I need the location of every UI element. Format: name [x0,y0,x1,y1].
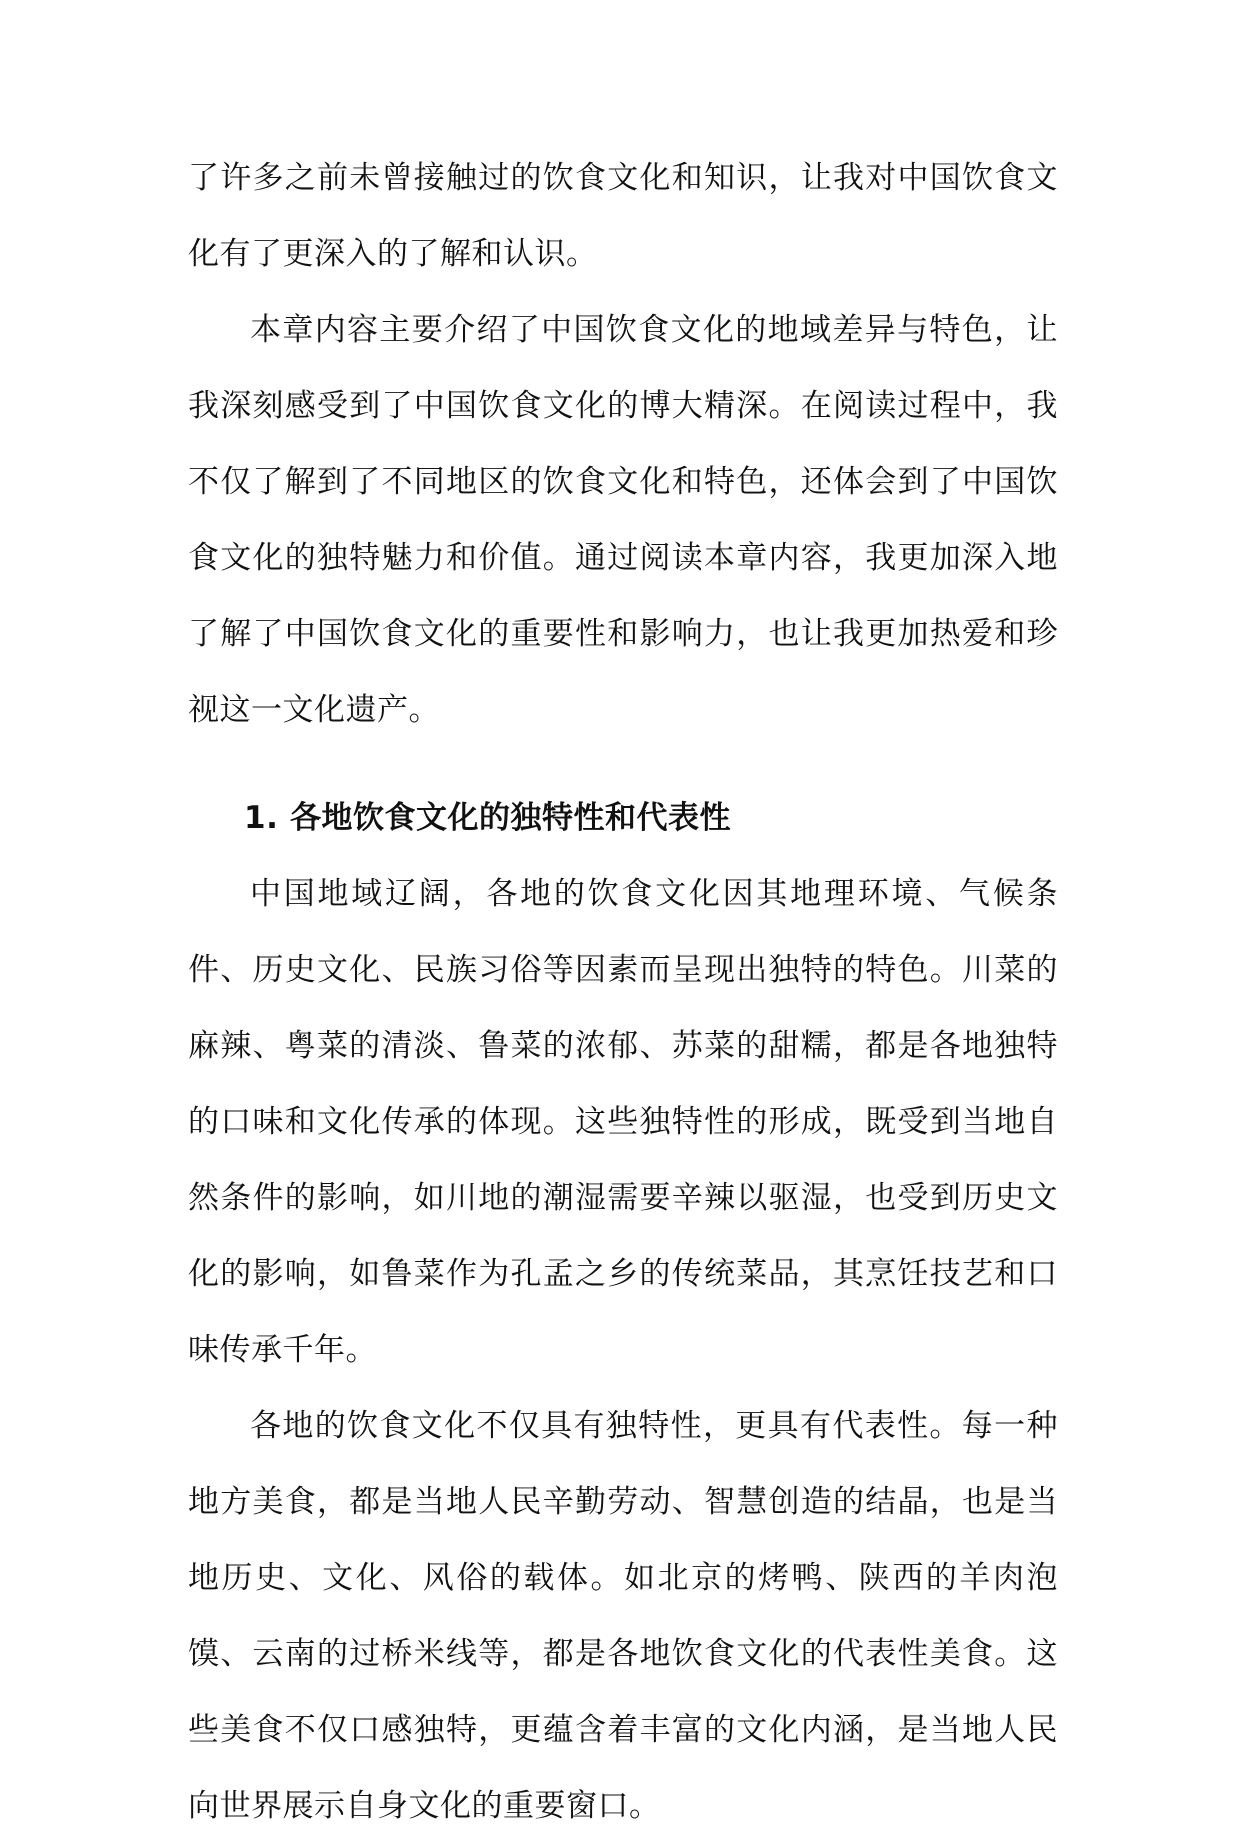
document-body [188,140,1058,1844]
paragraph-continuation: 了许多之前未曾接触过的饮食文化和知识，让我对中国饮食文化有了更深入的了解和认识。 [188,160,1058,272]
paragraph-regional-uniqueness: 中国地域辽阔，各地的饮食文化因其地理环境、气候条件、历史文化、民族习俗等因素而呈现出独特的特色。川菜的麻辣、粤菜的清淡、鲁菜的浓郁、苏菜的甜糯，都是各地独特的口味和文化传承的体现。这些独特性的形成，既受到当地自然条件的影响，如川地的潮湿需要辛辣以驱湿，也受到历史文化的影响，如鲁菜作为孔孟之乡的传统菜品，其烹饪技艺和口味传承千年。 [188,876,1058,1368]
paragraph-chapter-summary: 本章内容主要介绍了中国饮食文化的地域差异与特色，让我深刻感受到了中国饮食文化的博大精深。在阅读过程中，我不仅了解到了不同地区的饮食文化和特色，还体会到了中国饮食文化的独特魅力和价值。通过阅读本章内容，我更加深入地了解了中国饮食文化的重要性和影响力，也让我更加热爱和珍视这一文化遗产。 [188,312,1058,728]
section-number: 1. [244,800,279,836]
paragraph-regional-representativeness: 各地的饮食文化不仅具有独特性，更具有代表性。每一种地方美食，都是当地人民辛勤劳动、智慧创造的结晶，也是当地历史、文化、风俗的载体。如北京的烤鸭、陕西的羊肉泡馍、云南的过桥米线等，都是各地饮食文化的代表性美食。这些美食不仅口感独特，更蕴含着丰富的文化内涵，是当地人民向世界展示自身文化的重要窗口。 [188,1408,1058,1824]
section-heading [188,780,1058,856]
section-title: 各地饮食文化的独特性和代表性 [290,800,731,836]
